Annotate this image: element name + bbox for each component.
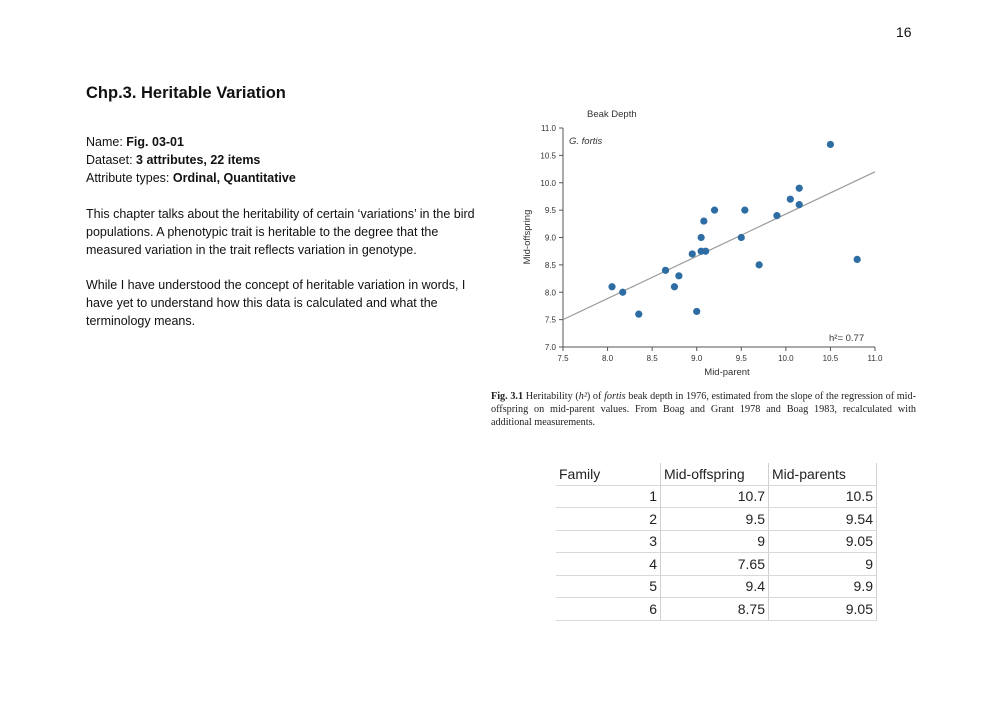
y-tick-label: 8.5 <box>544 260 556 270</box>
data-point <box>711 207 718 214</box>
heritability-label: h²= 0.77 <box>829 333 865 344</box>
figure-caption: Fig. 3.1 Heritability (h²) of fortis beak depth in 1976, estimated from the slope of the regression of mid-offspring on mid-parent values. From Boag and Grant 1978 and Boag 1983, recalculated with additional measurements. <box>491 391 916 428</box>
x-tick-label: 8.5 <box>646 354 658 363</box>
caption-h2: h² <box>578 391 587 402</box>
y-tick-label: 9.5 <box>544 206 556 216</box>
data-point <box>698 234 705 241</box>
y-tick-label: 10.0 <box>540 178 556 188</box>
cell-mid-parents: 9.05 <box>769 598 877 621</box>
page-number: 16 <box>896 24 912 40</box>
cell-mid-offspring: 10.7 <box>661 485 769 508</box>
cell-mid-offspring: 8.75 <box>661 598 769 621</box>
data-point <box>689 250 696 257</box>
y-tick-label: 9.0 <box>544 233 556 243</box>
chapter-title: Chp.3. Heritable Variation <box>86 84 286 102</box>
cell-mid-parents: 9.05 <box>769 530 877 553</box>
meta-attribute-types-value: Ordinal, Quantitative <box>172 171 296 185</box>
data-point <box>796 185 803 192</box>
cell-mid-parents: 9.9 <box>769 575 877 598</box>
y-tick-label: 7.0 <box>544 343 556 352</box>
cell-family: 5 <box>556 575 661 598</box>
cell-family: 6 <box>556 598 661 621</box>
meta-dataset: Dataset: 3 attributes, 22 items <box>86 153 261 167</box>
header-mid-offspring: Mid-offspring <box>661 463 769 485</box>
y-axis-label: Mid-offspring <box>522 209 533 265</box>
meta-dataset-value: 3 attributes, 22 items <box>136 153 261 167</box>
x-tick-label: 11.0 <box>867 354 883 363</box>
table-row <box>556 553 877 576</box>
plot-area <box>540 124 883 363</box>
header-family: Family <box>556 463 661 485</box>
y-tick-label: 11.0 <box>541 124 556 133</box>
y-tick-label: 7.5 <box>544 315 556 325</box>
scatter-chart <box>505 100 895 385</box>
cell-mid-offspring: 9 <box>661 530 769 553</box>
caption-species: fortis <box>604 391 626 402</box>
meta-attribute-types: Attribute types: Ordinal, Quantitative <box>86 171 296 185</box>
y-tick-label: 8.0 <box>544 288 556 298</box>
cell-mid-offspring: 9.4 <box>661 575 769 598</box>
data-point <box>787 196 794 203</box>
data-point <box>756 261 763 268</box>
x-axis-label: Mid-parent <box>704 367 750 378</box>
cell-mid-offspring: 7.65 <box>661 553 769 576</box>
data-point <box>773 212 780 219</box>
caption-label: Fig. 3.1 <box>491 391 524 402</box>
species-annotation: G. fortis <box>569 136 603 147</box>
table-row <box>556 530 877 553</box>
data-point <box>619 289 626 296</box>
regression-line <box>563 172 875 320</box>
x-tick-label: 10.0 <box>778 354 794 363</box>
meta-name: Name: Fig. 03-01 <box>86 135 184 149</box>
data-point <box>741 207 748 214</box>
data-table <box>556 463 877 621</box>
table-row <box>556 575 877 598</box>
cell-family: 3 <box>556 530 661 553</box>
data-point <box>693 308 700 315</box>
data-point <box>675 272 682 279</box>
table-row <box>556 485 877 508</box>
data-point <box>700 217 707 224</box>
cell-mid-parents: 9.54 <box>769 508 877 531</box>
data-point <box>854 256 861 263</box>
reflection-paragraph: While I have understood the concept of heritable variation in words, I have yet to understand how this data is calculated and what the terminology means. <box>86 278 466 328</box>
data-point <box>635 311 642 318</box>
cell-family: 4 <box>556 553 661 576</box>
cell-mid-offspring: 9.5 <box>661 508 769 531</box>
data-point <box>608 283 615 290</box>
description-paragraph: This chapter talks about the heritability of certain ‘variations’ in the bird populations. A phenotypic trait is heritable to the degree that the measured variation in the trait reflects variation in genotype. <box>86 207 475 257</box>
cell-family: 1 <box>556 485 661 508</box>
table-row <box>556 598 877 621</box>
x-tick-label: 7.5 <box>557 354 569 363</box>
cell-family: 2 <box>556 508 661 531</box>
data-point <box>738 234 745 241</box>
data-point <box>662 267 669 274</box>
x-tick-label: 9.5 <box>735 354 747 363</box>
meta-name-value: Fig. 03-01 <box>126 135 184 149</box>
table-header-row <box>556 463 877 485</box>
cell-mid-parents: 9 <box>769 553 877 576</box>
x-tick-label: 8.0 <box>602 354 614 363</box>
data-point <box>702 248 709 255</box>
figure-metadata <box>86 133 296 187</box>
table-row <box>556 508 877 531</box>
data-point <box>796 201 803 208</box>
data-point <box>671 283 678 290</box>
y-tick-label: 10.5 <box>540 151 556 161</box>
x-tick-label: 9.0 <box>691 354 703 363</box>
chart-title: Beak Depth <box>587 109 637 120</box>
x-tick-label: 10.5 <box>822 354 839 363</box>
data-point <box>827 141 834 148</box>
header-mid-parents: Mid-parents <box>769 463 877 485</box>
cell-mid-parents: 10.5 <box>769 485 877 508</box>
